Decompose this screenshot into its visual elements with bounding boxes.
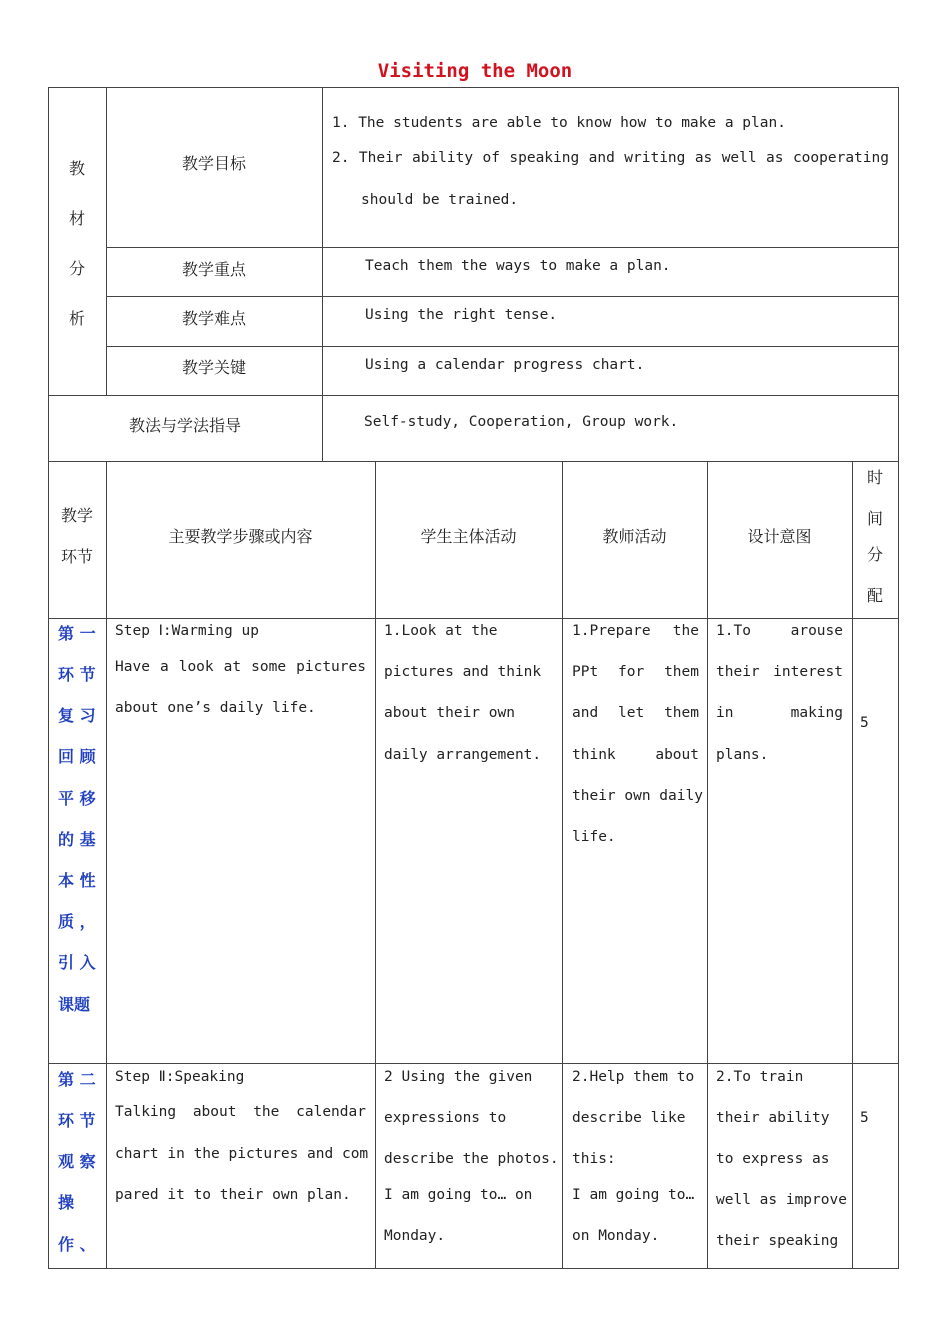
teacher-line: on Monday. — [572, 1228, 660, 1244]
header-steps: 主要教学步骤或内容 — [168, 527, 313, 546]
stage-label-line: 第 二 — [58, 1070, 96, 1089]
header-time: 间 — [866, 509, 883, 528]
stage-label-line: 的 基 — [58, 830, 96, 849]
student-line: daily arrangement. — [384, 747, 542, 763]
design-line: their interest — [716, 664, 843, 680]
design-line: to express as — [716, 1151, 830, 1167]
key-points-content: Teach them the ways to make a plan. — [365, 258, 671, 274]
teacher-line: 1.Prepare the — [572, 623, 699, 639]
stage-label-line: 质 ， — [58, 912, 96, 931]
student-line: pictures and think — [384, 664, 542, 680]
stage-label-line: 观 察 — [58, 1152, 96, 1171]
step-line: pared it to their own plan. — [115, 1187, 351, 1203]
key-content: Using a calendar progress chart. — [365, 357, 645, 373]
stage-label-line: 作 、 — [58, 1235, 96, 1254]
design-line: plans. — [716, 747, 769, 763]
page-title: Visiting the Moon — [377, 60, 573, 82]
difficulties-content: Using the right tense. — [365, 307, 558, 323]
step-line: chart in the pictures and com — [115, 1146, 369, 1162]
time-value: 5 — [860, 715, 869, 731]
method-label: 教法与学法指导 — [128, 416, 241, 435]
header-time: 时 — [866, 468, 883, 487]
step-line: Have a look at some pictures — [115, 659, 366, 675]
side-char: 教 — [68, 159, 85, 178]
objective-line: 1. The students are able to know how to make a plan. — [332, 115, 786, 131]
stage-label-line: 平 移 — [58, 789, 96, 808]
method-content: Self-study, Cooperation, Group work. — [364, 414, 679, 430]
design-line: their ability — [716, 1110, 830, 1126]
time-value: 5 — [860, 1110, 869, 1126]
stage-label-line: 环 节 — [58, 1111, 96, 1130]
student-line: Monday. — [384, 1228, 446, 1244]
stage-label-line: 引 入 — [58, 953, 96, 972]
student-line: about their own — [384, 705, 515, 721]
header-time: 配 — [866, 586, 883, 605]
step-line: Talking about the calendar — [115, 1104, 366, 1120]
student-line: describe the photos. — [384, 1151, 559, 1167]
teacher-line: describe like — [572, 1110, 686, 1126]
header-teacher: 教师活动 — [602, 527, 667, 546]
step-line: about one’s daily life. — [115, 700, 316, 716]
stage-label-line: 环 节 — [58, 665, 96, 684]
step-line: Step Ⅰ:Warming up — [115, 623, 259, 639]
teacher-line: 2.Help them to — [572, 1069, 695, 1085]
side-char: 分 — [68, 259, 85, 278]
key-points-label: 教学重点 — [181, 260, 246, 279]
stage-label-line: 复 习 — [58, 706, 96, 725]
student-line: 2 Using the given — [384, 1069, 533, 1085]
header-stage: 教学 — [60, 506, 93, 525]
stage-label-line: 课题 — [58, 995, 91, 1014]
stage-label-line: 本 性 — [58, 871, 96, 890]
difficulties-label: 教学难点 — [181, 309, 246, 328]
stage-label-line: 第 一 — [58, 624, 96, 643]
design-line: their speaking — [716, 1233, 839, 1249]
design-line: well as improve — [716, 1192, 847, 1208]
teacher-line: their own daily — [572, 788, 703, 804]
header-students: 学生主体活动 — [420, 527, 517, 546]
header-design: 设计意图 — [747, 527, 812, 546]
objective-line: should be trained. — [361, 192, 519, 208]
objective-line: 2. Their ability of speaking and writing as well as cooperating — [332, 150, 889, 166]
teacher-line: life. — [572, 829, 616, 845]
key-label: 教学关键 — [181, 358, 246, 377]
teacher-line: this: — [572, 1151, 616, 1167]
design-line: in making — [716, 705, 843, 721]
objectives-label: 教学目标 — [181, 154, 246, 173]
side-char: 材 — [68, 209, 85, 228]
side-char: 析 — [68, 309, 85, 328]
header-time: 分 — [866, 545, 883, 564]
step-line: Step Ⅱ:Speaking — [115, 1069, 245, 1085]
teacher-line: think about — [572, 747, 699, 763]
design-line: 1.To arouse — [716, 623, 843, 639]
teacher-line: and let them — [572, 705, 699, 721]
header-stage: 环节 — [60, 547, 93, 566]
teacher-line: PPt for them — [572, 664, 699, 680]
student-line: I am going to… on — [384, 1187, 533, 1203]
student-line: expressions to — [384, 1110, 507, 1126]
student-line: 1.Look at the — [384, 623, 498, 639]
stage-label-line: 操 — [58, 1193, 75, 1212]
design-line: 2.To train — [716, 1069, 804, 1085]
teacher-line: I am going to… — [572, 1187, 695, 1203]
stage-label-line: 回 顾 — [58, 747, 96, 766]
